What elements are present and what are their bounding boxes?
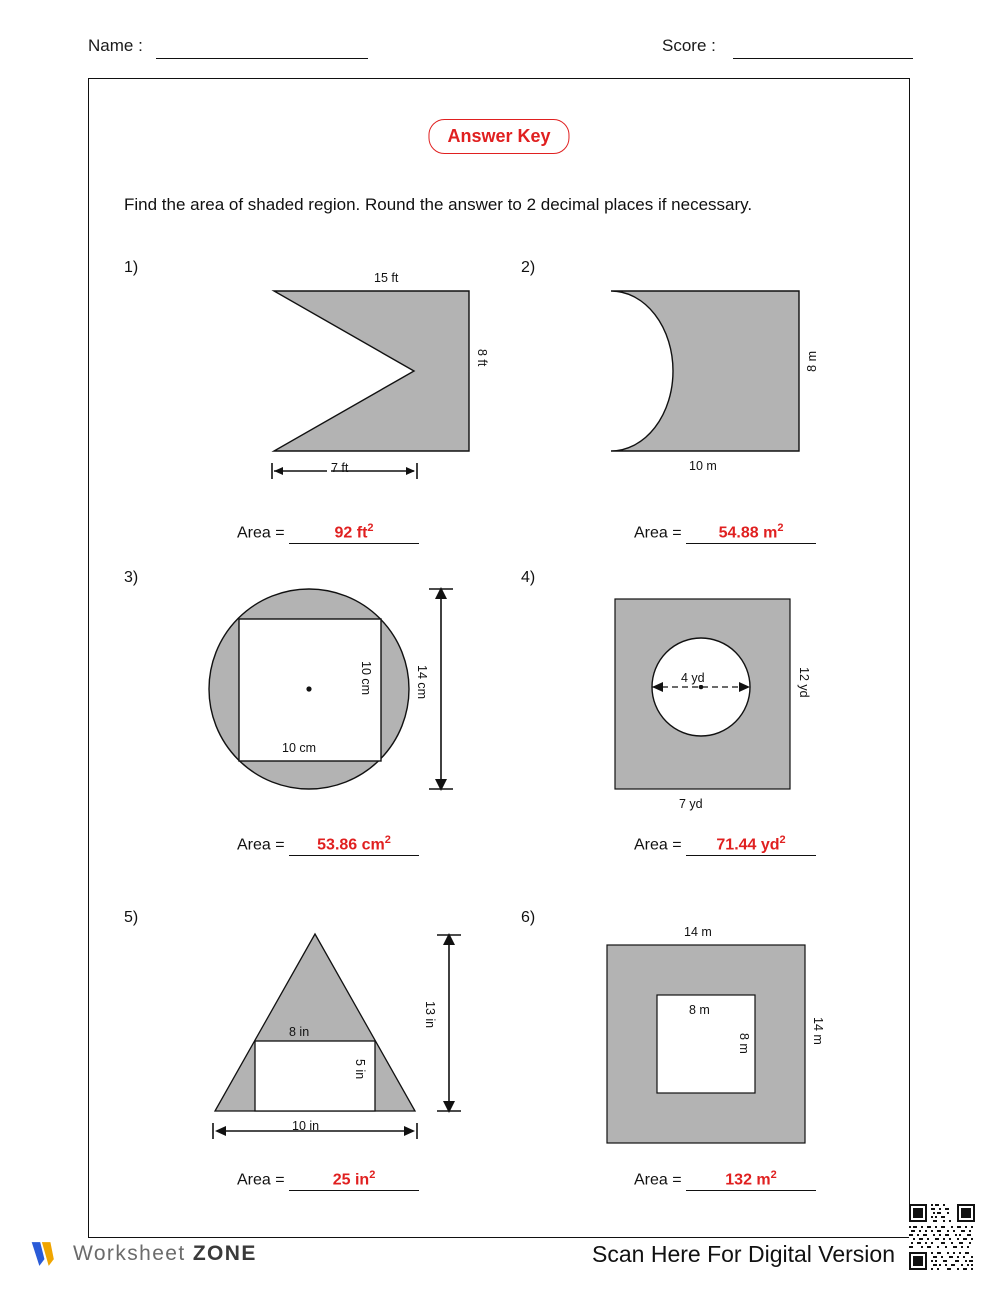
- answer-key-badge: Answer Key: [428, 119, 569, 154]
- problem-1-answer-value: 92 $ft^2$: [289, 522, 419, 544]
- worksheet-body: [88, 78, 910, 1238]
- problem-1-dim-bottom: 7 ft: [331, 461, 349, 475]
- problem-4-area-label: Area =: [634, 836, 687, 854]
- qr-code-icon[interactable]: [909, 1204, 975, 1270]
- problem-2-answer: [634, 522, 816, 544]
- problem-3-number: 3): [124, 569, 139, 586]
- problem-4-number: 4): [521, 569, 536, 586]
- problem-2-area-label: Area =: [634, 524, 687, 542]
- problem-1-answer: [237, 522, 419, 544]
- problem-5-dim-base: 10 in: [292, 1119, 320, 1133]
- problem-6-answer-value: 132 $m^2$: [686, 1169, 816, 1191]
- score-input-line[interactable]: [733, 58, 913, 59]
- problem-4-dim-bottom: 7 yd: [679, 797, 703, 811]
- problem-3-answer-value: 53.86 $cm^2$: [289, 834, 419, 856]
- problem-5-dim-height: 13 in: [423, 1001, 437, 1029]
- worksheet-zone-text: [73, 1242, 257, 1266]
- wz-logo-icon: [30, 1238, 64, 1270]
- problem-5-answer: [237, 1169, 419, 1191]
- problem-1-dim-top: 15 ft: [374, 271, 399, 285]
- problem-4-dim-circle-diameter: 4 yd: [681, 671, 705, 685]
- problem-2-number: 2): [521, 259, 536, 276]
- logo-first-letter: W: [73, 1242, 94, 1265]
- problem-4-answer-value: 71.44 $yd^2$: [686, 834, 816, 856]
- problem-3-answer: [237, 834, 419, 856]
- problem-3-dim-square-bottom: 10 cm: [282, 741, 317, 755]
- problem-3-dim-circle-diameter: 14 cm: [415, 665, 429, 700]
- worksheet-footer: [0, 1218, 1000, 1276]
- problem-5-answer-value: 25 $in^2$: [289, 1169, 419, 1191]
- problem-1-dim-right: 8 ft: [475, 349, 489, 367]
- problem-2-figure: [589, 279, 849, 479]
- problem-1-area-label: Area =: [237, 524, 290, 542]
- problem-6-dim-outer-top: 14 m: [684, 925, 712, 939]
- problem-3-figure: [189, 579, 489, 809]
- logo-text-light: orksheet: [93, 1242, 193, 1265]
- problem-2-dim-right: 8 m: [805, 351, 819, 372]
- problem-5-dim-inner-right: 5 in: [353, 1059, 367, 1080]
- problem-1-figure: [179, 271, 489, 479]
- problem-6-number: 6): [521, 909, 536, 926]
- worksheet-header: [88, 36, 912, 66]
- problem-5-figure: [197, 919, 517, 1149]
- scan-here-text: Scan Here For Digital Version: [592, 1241, 895, 1267]
- problem-5-dim-inner-top: 8 in: [289, 1025, 310, 1039]
- problem-2-dim-bottom: 10 m: [689, 459, 717, 473]
- name-input-line[interactable]: [156, 58, 368, 59]
- problem-4-dim-right: 12 yd: [797, 667, 811, 698]
- problem-6-figure: [589, 927, 869, 1147]
- problem-6-dim-inner-right: 8 m: [737, 1033, 751, 1054]
- score-label: Score :: [662, 36, 716, 55]
- logo-text-bold: ZONE: [192, 1242, 257, 1265]
- problem-6-dim-inner-top: 8 m: [689, 1003, 710, 1017]
- problem-5-area-label: Area =: [237, 1171, 290, 1189]
- problem-5-number: 5): [124, 909, 139, 926]
- worksheet-zone-logo[interactable]: [30, 1238, 257, 1270]
- problem-2-answer-value: 54.88 $m^2$: [686, 522, 816, 544]
- problem-6-answer: [634, 1169, 816, 1191]
- problem-3-area-label: Area =: [237, 836, 290, 854]
- problem-4-answer: [634, 834, 816, 856]
- problem-6-area-label: Area =: [634, 1171, 687, 1189]
- instruction-text: Find the area of shaded region. Round the answer to 2 decimal places if necessary.: [124, 195, 753, 214]
- problem-6-dim-outer-right: 14 m: [811, 1017, 825, 1045]
- name-label: Name :: [88, 36, 143, 55]
- problem-3-dim-square-right: 10 cm: [359, 661, 373, 696]
- problem-4-figure: [597, 579, 877, 811]
- problem-1-number: 1): [124, 259, 139, 276]
